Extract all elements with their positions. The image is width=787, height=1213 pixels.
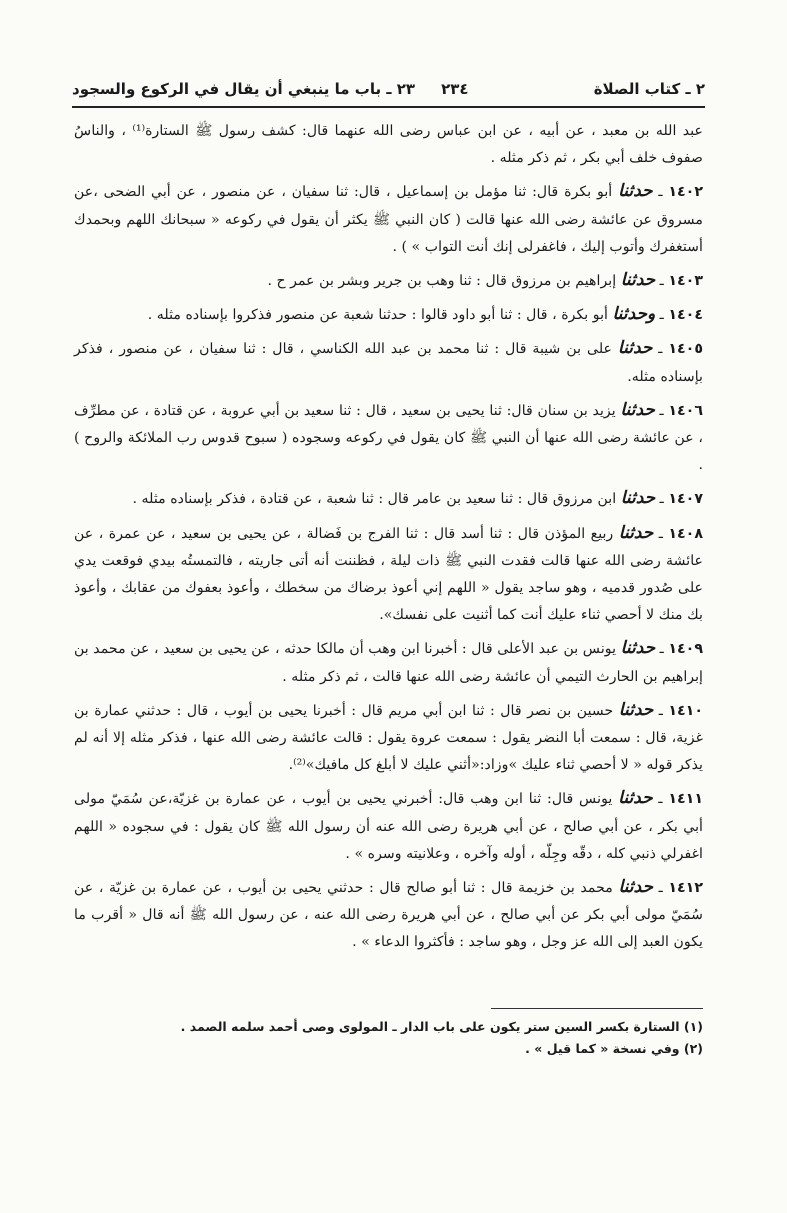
hadith-text: إبراهيم بن مرزوق قال : ثنا وهب بن جرير وبشر بن عمر ح . (267, 273, 617, 290)
page-number: ٢٣٤ (441, 80, 469, 98)
hadith-1412: ١٤١٢ ـ حدثنا محمد بن خزيمة قال : ثنا أبو صالح قال : حدثني يحيى بن أيوب ، عن عمارة بن غزيّة ، عن سُمَيّ مولى أبي بكر عن أبي صالح ، عن أبي هريرة رضى الله عنه ، عن رسول الله ﷺ أنه قال « أقرب ما يكون العبد إلى الله عز وجل ، وهو ساجد : فأكثروا الدعاء » . (74, 877, 703, 951)
hadith-text: محمد بن خزيمة قال : ثنا أبو صالح قال : حدثني يحيى بن أيوب ، عن عمارة بن غزيّة ، عن سُمَيّ مولى أبي بكر عن أبي صالح ، عن أبي هريرة رضى الله عنه ، عن رسول الله ﷺ أنه قال « أقرب ما يكون العبد إلى الله عز وجل ، وهو ساجد : فأكثروا الدعاء » . (74, 880, 703, 951)
hadith-number: ١٤٠٣ (668, 273, 703, 290)
hadith-1409: ١٤٠٩ ـ حدثنا يونس بن عبد الأعلى قال : أخبرنا ابن وهب أن مالكا حدثه ، عن يحيى بن سعيد ، عن محمد بن إبراهيم بن الحارث التيمي أن عائشة رضى الله عنها قالت ، ثم ذكر مثله . (74, 638, 703, 685)
main-text (74, 118, 703, 963)
hadith-number: ١٤٠٧ (668, 491, 703, 508)
hadith-number: ١٤٠٩ (668, 641, 703, 658)
footnotes (74, 1016, 703, 1060)
footnote-rule (491, 1008, 703, 1009)
hadith-text: يونس قال: ثنا ابن وهب قال: أخبرني يحيى بن أيوب ، عن عمارة بن غزيّة،عن سُمَيّ مولى أبي بكر ، عن أبي صالح ، عن أبي هريرة رضى الله عنه أن رسول الله ﷺ كان يقول : في سجوده « اللهم اغفرلي ذنبي كله ، دقّه وجِلّه ، أوله وآخره ، وعلانيته وسره » . (74, 791, 703, 862)
section-name: ٢٣ ـ باب ما ينبغي أن يقال في الركوع والسجود (72, 80, 415, 98)
hadith-number: ١٤١٢ (668, 880, 703, 897)
hadith-number: ١٤٠٥ (668, 341, 703, 358)
hadith-1405: ١٤٠٥ ـ حدثنا على بن شيبة قال : ثنا محمد بن عبد الله الكناسي ، قال : ثنا سفيان ، عن منصور ، فذكر بإسناده مثله. (74, 338, 703, 385)
hadith-number: ١٤١١ (668, 791, 703, 808)
hadith-text: يزيد بن سنان قال: ثنا يحيى بن سعيد ، قال : ثنا سعيد بن أبي عروبة ، عن قتادة ، عن مطرِّف ، عن عائشة رضى الله عنها أن النبي ﷺ كان يقول في ركوعه وسجوده ( سبوح قدوس رب الملائكة والروح ) . (74, 402, 703, 474)
hadith-number: ١٤٠٨ (668, 525, 703, 542)
hadith-text: ابن مرزوق قال : ثنا سعيد بن عامر قال : ثنا شعبة ، عن قتادة ، فذكر بإسناده مثله . (132, 491, 617, 508)
hadith-opening: حدثنا (620, 399, 655, 420)
hadith-text: أبو بكرة ، قال : ثنا أبو داود قالوا : حدثنا شعبة عن منصور فذكروا بإسناده مثله . (147, 307, 608, 324)
chapter-title: ٢ ـ كتاب الصلاة (593, 80, 705, 98)
hadith-text: يونس بن عبد الأعلى قال : أخبرنا ابن وهب أن مالكا حدثه ، عن يحيى بن سعيد ، عن محمد بن إبراهيم بن الحارث التيمي أن عائشة رضى الله عنها قالت ، ثم ذكر مثله . (74, 641, 703, 685)
hadith-1402: ١٤٠٢ ـ حدثنا أبو بكرة قال: ثنا مؤمل بن إسماعيل ، قال: ثنا سفيان ، عن منصور ، عن أبي الضحى ،عن مسروق عن عائشة رضى الله عنها قالت ( كان النبي ﷺ يكثر أن يقول في ركوعه « سبحانك اللهم وبحمدك أستغفرك وأتوب إليك ، فاغفرلى إنك أنت التواب » ) . (74, 181, 703, 255)
running-header (72, 74, 705, 104)
hadith-opening: حدثنا (620, 638, 656, 659)
hadith-opening: حدثنا (620, 488, 656, 509)
footnote-1: (١) الستارة بكسر السين ستر يكون على باب الدار ـ المولوى وصى أحمد سلمه الصمد . (180, 1019, 703, 1034)
hadith-opening: حدثنا (618, 181, 653, 202)
hadith-text: حسين بن نصر قال : ثنا ابن أبي مريم قال : أخبرنا يحيى بن أيوب ، قال : حدثني عمارة بن غزية، قال : سمعت أبا النضر يقول : سمعت عروة يقول : قالت عائشة رضى الله عنها ، فذكر مثله إلا أنه لم يذكر قوله « لا أحصي ثناء عليك »وزاد:«أثني عليك لا أبلغ كل مافيك»⁽²⁾. (74, 702, 703, 774)
hadith-opening: حدثنا (617, 338, 653, 359)
hadith-number: ١٤١٠ (668, 702, 703, 719)
hadith-opening: وحدثنا (612, 304, 656, 325)
hadith-opening: حدثنا (618, 877, 653, 898)
hadith-opening: حدثنا (618, 699, 654, 720)
hadith-text: ربيع المؤذن قال : ثنا أسد قال : ثنا الفرج بن فَضالة ، عن يحيى بن سعيد ، عن عمرة ، عن عائشة رضى الله عنها قالت فقدت النبي ﷺ ذات ليلة ، فظننت أنه أتى جاريته ، فالتمستُه بيدي فوقعت يدي على صُدور قدميه ، وهو ساجد يقول « اللهم إني أعوذ برضاك من سخطك ، وأعوذ بعفوك من عقابك ، وأعوذ بك منك لا أحصي ثناء عليك أنت كما أثنيت على نفسك». (74, 525, 703, 624)
hadith-number: ١٤٠٦ (668, 402, 703, 419)
hadith-opening: حدثنا (618, 522, 654, 543)
section-title (72, 80, 469, 98)
hadith-1408: ١٤٠٨ ـ حدثنا ربيع المؤذن قال : ثنا أسد قال : ثنا الفرج بن فَضالة ، عن يحيى بن سعيد ، عن عمرة ، عن عائشة رضى الله عنها قالت فقدت النبي ﷺ ذات ليلة ، فظننت أنه أتى جاريته ، فالتمستُه بيدي فوقعت يدي على صُدور قدميه ، وهو ساجد يقول « اللهم إني أعوذ برضاك من سخطك ، وأعوذ بعفوك من عقابك ، وأعوذ بك منك لا أحصي ثناء عليك أنت كما أثنيت على نفسك». (74, 522, 703, 624)
intro-paragraph: عبد الله بن معبد ، عن أبيه ، عن ابن عباس رضى الله عنهما قال: كشف رسول ﷺ الستارة⁽¹⁾ ، والناسُ صفوف خلف أبي بكر ، ثم ذكر مثله . (74, 123, 704, 167)
footnote-2: (٢) وفي نسخة « كما قيل » . (525, 1041, 703, 1056)
hadith-1406: ١٤٠٦ ـ حدثنا يزيد بن سنان قال: ثنا يحيى بن سعيد ، قال : ثنا سعيد بن أبي عروبة ، عن قتادة ، عن مطرِّف ، عن عائشة رضى الله عنها أن النبي ﷺ كان يقول في ركوعه وسجوده ( سبوح قدوس رب الملائكة والروح ) . (74, 399, 703, 474)
hadith-1403: ١٤٠٣ ـ حدثنا إبراهيم بن مرزوق قال : ثنا وهب بن جرير وبشر بن عمر ح . (267, 270, 703, 291)
hadith-opening: حدثنا (620, 270, 656, 291)
hadith-1411: ١٤١١ ـ حدثنا يونس قال: ثنا ابن وهب قال: أخبرني يحيى بن أيوب ، عن عمارة بن غزيّة،عن سُمَيّ مولى أبي بكر ، عن أبي صالح ، عن أبي هريرة رضى الله عنه أن رسول الله ﷺ كان يقول : في سجوده « اللهم اغفرلي ذنبي كله ، دقّه وجِلّه ، أوله وآخره ، وعلانيته وسره » . (74, 788, 703, 862)
hadith-number: ١٤٠٢ (668, 184, 703, 201)
hadith-1404: ١٤٠٤ ـ وحدثنا أبو بكرة ، قال : ثنا أبو داود قالوا : حدثنا شعبة عن منصور فذكروا بإسناده مثله . (147, 304, 703, 325)
hadith-number: ١٤٠٤ (668, 307, 703, 324)
hadith-opening: حدثنا (618, 788, 653, 809)
hadith-1407: ١٤٠٧ ـ حدثنا ابن مرزوق قال : ثنا سعيد بن عامر قال : ثنا شعبة ، عن قتادة ، فذكر بإسناده مثله . (132, 488, 703, 509)
hadith-text: أبو بكرة قال: ثنا مؤمل بن إسماعيل ، قال: ثنا سفيان ، عن منصور ، عن أبي الضحى ،عن مسروق عن عائشة رضى الله عنها قالت ( كان النبي ﷺ يكثر أن يقول في ركوعه « سبحانك اللهم وبحمدك أستغفرك وأتوب إليك ، فاغفرلى إنك أنت التواب » ) . (74, 184, 703, 255)
hadith-1410: ١٤١٠ ـ حدثنا حسين بن نصر قال : ثنا ابن أبي مريم قال : أخبرنا يحيى بن أيوب ، قال : حدثني عمارة بن غزية، قال : سمعت أبا النضر يقول : سمعت عروة يقول : قالت عائشة رضى الله عنها ، فذكر مثله إلا أنه لم يذكر قوله « لا أحصي ثناء عليك »وزاد:«أثني عليك لا أبلغ كل مافيك»⁽²⁾. (74, 699, 703, 774)
header-rule (72, 106, 705, 108)
hadith-text: على بن شيبة قال : ثنا محمد بن عبد الله الكناسي ، قال : ثنا سفيان ، عن منصور ، فذكر بإسناده مثله. (74, 341, 703, 385)
